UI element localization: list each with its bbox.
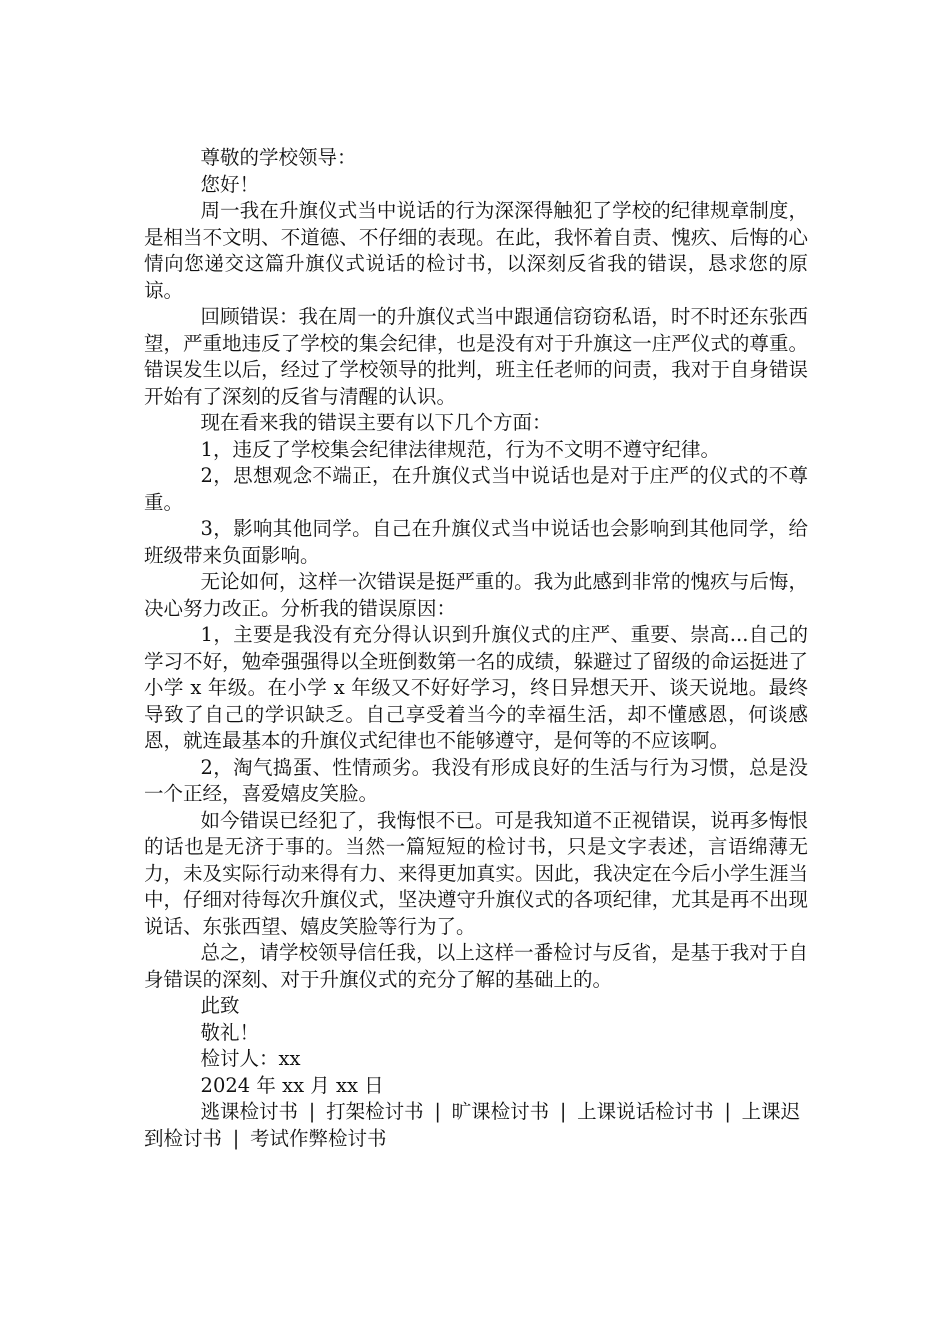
link-separator: | <box>559 1100 567 1123</box>
signature: 检讨人：xx <box>200 1047 301 1070</box>
greeting: 您好！ <box>200 172 260 196</box>
closing-line-2: 敬礼！ <box>200 1020 260 1044</box>
paragraph-review: 回顾错误：我在周一的升旗仪式当中跟通信窃窃私语，时不时还东张西望，严重地违反了学校的集会纪律，也是没有对于升旗这一庄严仪式的尊重。错误发生以后，经过了学校领导的批判，班主任老师的问责，我对于自身错误开始有了深刻的反省与清醒的认识。 <box>144 305 808 408</box>
paragraph-intro: 周一我在升旗仪式当中说话的行为深深得触犯了学校的纪律规章制度，是相当不文明、不道德、不仔细的表现。在此，我怀着自责、愧疚、后悔的心情向您递交这篇升旗仪式说话的检讨书，以深刻反省我的错误，恳求您的原谅。 <box>144 199 808 302</box>
paragraph-reasons-heading: 无论如何，这样一次错误是挺严重的。我为此感到非常的愧疚与后悔，决心努力改正。分析我的错误原因： <box>144 570 808 620</box>
link-separator: | <box>434 1100 441 1123</box>
paragraph-aspect-2: 2，思想观念不端正，在升旗仪式当中说话也是对于庄严的仪式的不尊重。 <box>144 464 808 514</box>
document-body <box>144 145 808 1152</box>
related-link-talking-in-class[interactable]: 上课说话检讨书 <box>577 1100 714 1123</box>
link-separator: | <box>308 1100 316 1123</box>
link-separator: | <box>724 1100 731 1123</box>
paragraph-aspect-1: 1，违反了学校集会纪律法律规范，行为不文明不遵守纪律。 <box>200 437 720 461</box>
related-link-truancy[interactable]: 逃课检讨书 <box>200 1100 299 1123</box>
paragraph-reason-1: 1，主要是我没有充分得认识到升旗仪式的庄严、重要、崇高...自己的学习不好，勉牵强强得以全班倒数第一名的成绩，躲避过了留级的命运挺进了小学 x 年级。在小学 x 年级又不好好学习，终日异想天开、谈天说地。最终导致了自己的学识缺乏。自己享受着当今的幸福生活，却不懂感恩，何谈感恩，就连最基本的升旗仪式纪律也不能够遵守，是何等的不应该啊。 <box>144 623 808 752</box>
paragraph-aspects-heading: 现在看来我的错误主要有以下几个方面： <box>200 411 552 434</box>
paragraph-conclusion: 总之，请学校领导信任我，以上这样一番检讨与反省，是基于我对于自身错误的深刻、对于升旗仪式的充分了解的基础上的。 <box>144 941 808 991</box>
paragraph-reason-2: 2，淘气捣蛋、性情顽劣。我没有形成良好的生活与行为习惯，总是没一个正经，喜爱嬉皮笑脸。 <box>144 755 808 805</box>
date: 2024 年 xx 月 xx 日 <box>200 1073 384 1097</box>
related-link-fighting[interactable]: 打架检讨书 <box>326 1100 424 1123</box>
related-link-absence[interactable]: 旷课检讨书 <box>451 1100 550 1123</box>
paragraph-aspect-3: 3，影响其他同学。自己在升旗仪式当中说话也会影响到其他同学，给班级带来负面影响。 <box>144 517 808 567</box>
closing-line-1: 此致 <box>200 994 240 1017</box>
related-link-late-to-class[interactable]: 上课迟到检讨书 <box>144 1100 801 1150</box>
link-separator: | <box>232 1126 240 1150</box>
related-link-exam-cheating[interactable]: 考试作弊检讨书 <box>250 1126 387 1150</box>
related-links <box>144 1099 808 1152</box>
paragraph-resolution: 如今错误已经犯了，我悔恨不已。可是我知道不正视错误，说再多悔恨的话也是无济于事的。当然一篇短短的检讨书，只是文字表述，言语绵薄无力，未及实际行动来得有力、来得更加真实。因此，我决定在今后小学生涯当中，仔细对待每次升旗仪式，坚决遵守升旗仪式的各项纪律，尤其是再不出现说话、东张西望、嬉皮笑脸等行为了。 <box>144 808 808 938</box>
salutation: 尊敬的学校领导： <box>200 146 357 169</box>
